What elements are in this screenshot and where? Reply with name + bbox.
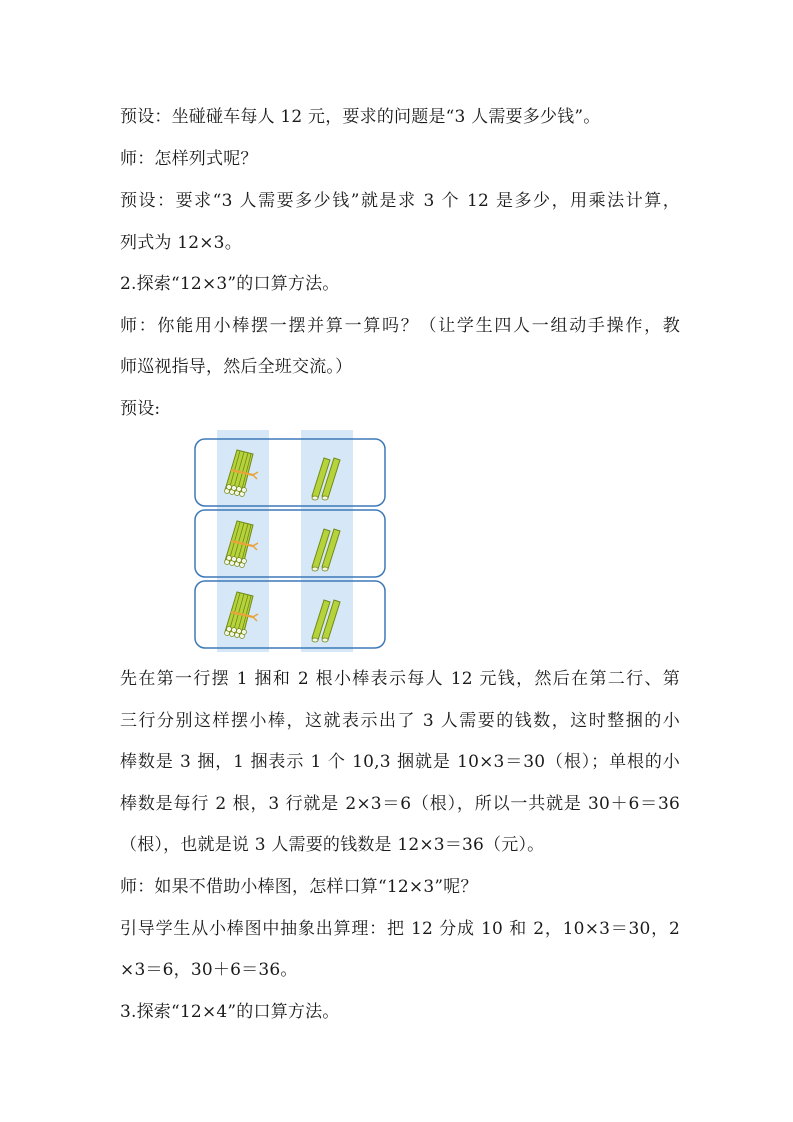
text-line-11: 棒数是 3 捆，1 捆表示 1 个 10,3 捆就是 10×3＝30（根）；单根的小 xyxy=(120,752,680,772)
text-line-15: 引导学生从小棒图中抽象出算理：把 12 分成 10 和 2，10×3＝30，2 xyxy=(120,919,680,939)
text-line-12: 棒数是每行 2 根，3 行就是 2×3＝6（根），所以一共就是 30＋6＝36 xyxy=(120,794,680,814)
text-line-6: 师：你能用小棒摆一摆并算一算吗？（让学生四人一组动手操作，教 xyxy=(120,316,680,336)
text-line-8: 预设: xyxy=(120,399,161,419)
text-line-16: ×3＝6，30＋6＝36。 xyxy=(120,960,298,980)
text-line-3: 预设：要求“3 人需要多少钱”就是求 3 个 12 是多少，用乘法计算， xyxy=(120,191,680,211)
text-line-1: 预设：坐碰碰车每人 12 元，要求的问题是“3 人需要多少钱”。 xyxy=(120,107,601,127)
stick-bundle-figure xyxy=(193,430,389,652)
text-line-13: （根），也就是说 3 人需要的钱数是 12×3＝36（元）。 xyxy=(120,835,545,855)
text-line-2: 师：怎样列式呢？ xyxy=(120,149,258,169)
text-line-10: 三行分别这样摆小棒，这就表示出了 3 人需要的钱数，这时整捆的小 xyxy=(120,711,680,731)
text-line-14: 师：如果不借助小棒图，怎样口算“12×3”呢？ xyxy=(120,877,478,897)
text-line-4: 列式为 12×3。 xyxy=(120,233,242,253)
section-heading-2: 2.探索“12×3”的口算方法。 xyxy=(120,274,340,294)
text-line-7: 师巡视指导，然后全班交流。） xyxy=(120,357,353,377)
section-heading-3: 3.探索“12×4”的口算方法。 xyxy=(120,1002,340,1022)
text-line-9: 先在第一行摆 1 捆和 2 根小棒表示每人 12 元钱，然后在第二行、第 xyxy=(120,669,680,689)
